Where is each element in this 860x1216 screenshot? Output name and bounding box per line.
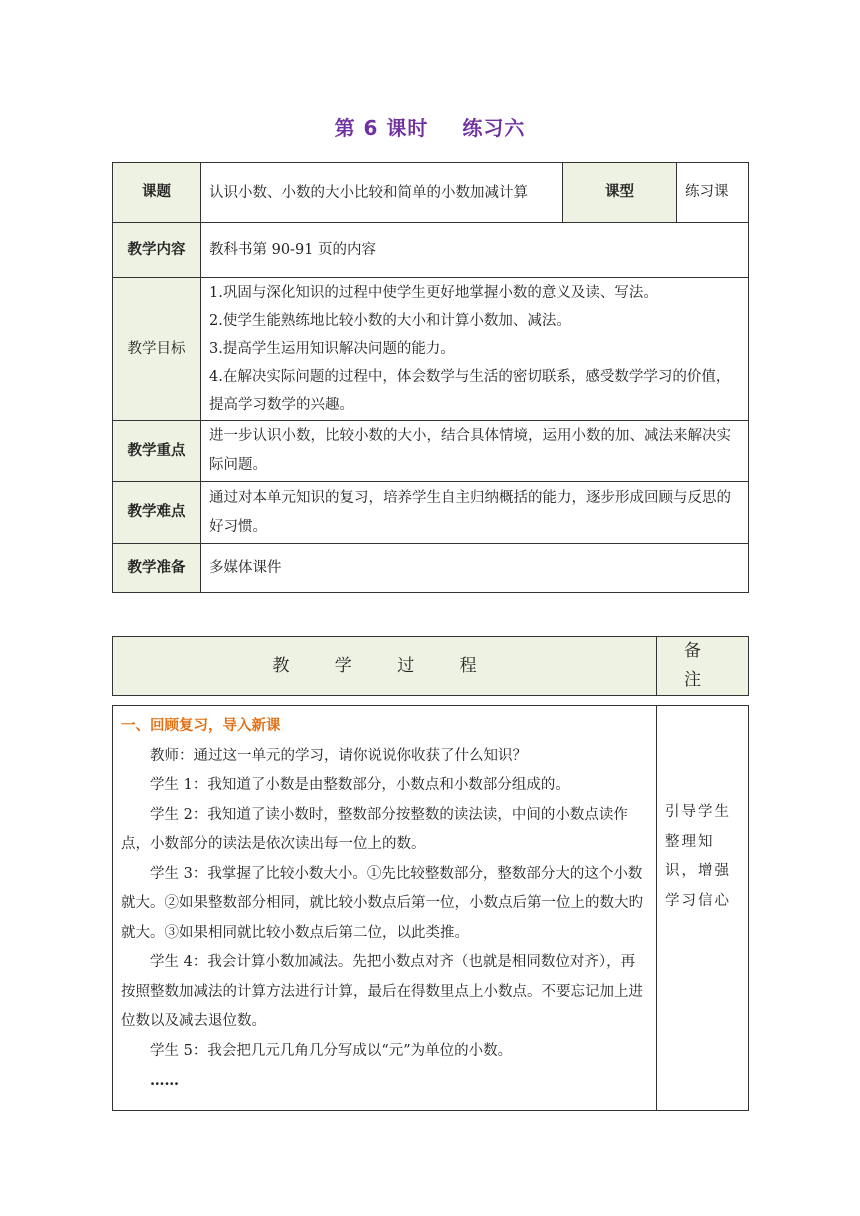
prep-row xyxy=(113,544,749,593)
process-note: 引导学生整理知识，增强学习信心 xyxy=(657,706,749,1111)
lesson-name: 练习六 xyxy=(462,116,526,140)
notes-header-label: 备 注 xyxy=(657,637,749,696)
topic-label: 课题 xyxy=(113,163,201,223)
process-content xyxy=(113,706,657,1111)
content-value: 教科书第 90-91 页的内容 xyxy=(201,223,749,278)
process-table xyxy=(112,705,749,1111)
goal-item: 4.在解决实际问题的过程中，体会数学与生活的密切联系，感受数学学习的价值，提高学习数学的兴趣。 xyxy=(209,369,731,413)
content-row xyxy=(113,223,749,278)
difficulty-row xyxy=(113,482,749,544)
process-paragraph: 学生 2：我知道了读小数时，整数部分按整数的读法读，中间的小数点读作点，小数部分的读法是依次读出每一位上的数。 xyxy=(121,806,628,852)
goals-value xyxy=(201,278,749,421)
topic-row xyxy=(113,163,749,223)
goal-item: 3.提高学生运用知识解决问题的能力。 xyxy=(209,341,455,357)
process-paragraph: 学生 3：我掌握了比较小数大小。①先比较整数部分，整数部分大的这个小数就大。②如果整数部分相同，就比较小数点后第一位，小数点后第一位上的数大旳就大。③如果相同就比较小数点后第二位，以此类推。 xyxy=(121,865,643,941)
section-title: 一、回顾复习，导入新课 xyxy=(121,718,281,734)
prep-label: 教学准备 xyxy=(113,544,201,593)
process-paragraph: 学生 4：我会计算小数加减法。先把小数点对齐（也就是相同数位对齐），再按照整数加减法的计算方法进行计算，最后在得数里点上小数点。不要忘记加上进位数以及减去退位数。 xyxy=(121,954,643,1029)
page-title xyxy=(0,112,860,141)
process-ellipsis: …… xyxy=(150,1072,179,1089)
lesson-number: 第 6 课时 xyxy=(334,116,429,140)
goals-label: 教学目标 xyxy=(113,278,201,421)
key-row xyxy=(113,421,749,482)
difficulty-label: 教学难点 xyxy=(113,482,201,544)
process-paragraph: 学生 1：我知道了小数是由整数部分，小数点和小数部分组成的。 xyxy=(150,777,570,793)
key-label: 教学重点 xyxy=(113,421,201,482)
type-value: 练习课 xyxy=(677,163,749,223)
lesson-info-table xyxy=(112,162,749,593)
type-label: 课型 xyxy=(563,163,677,223)
process-header-table xyxy=(112,636,749,696)
process-header-label: 教 学 过 程 xyxy=(113,637,657,696)
goal-item: 1.巩固与深化知识的过程中使学生更好地掌握小数的意义及读、写法。 xyxy=(209,285,658,301)
process-paragraph: 教师：通过这一单元的学习，请你说说你收获了什么知识？ xyxy=(150,747,527,764)
topic-value: 认识小数、小数的大小比较和简单的小数加减计算 xyxy=(201,163,563,223)
prep-value: 多媒体课件 xyxy=(201,544,749,593)
key-value: 进一步认识小数，比较小数的大小，结合具体情境，运用小数的加、减法来解决实际问题。 xyxy=(201,421,749,482)
goal-item: 2.使学生能熟练地比较小数的大小和计算小数加、减法。 xyxy=(209,313,571,329)
difficulty-value: 通过对本单元知识的复习，培养学生自主归纳概括的能力，逐步形成回顾与反思的好习惯。 xyxy=(201,482,749,544)
goals-row xyxy=(113,278,749,421)
content-label: 教学内容 xyxy=(113,223,201,278)
process-paragraph: 学生 5：我会把几元几角几分写成以“元”为单位的小数。 xyxy=(150,1042,513,1059)
